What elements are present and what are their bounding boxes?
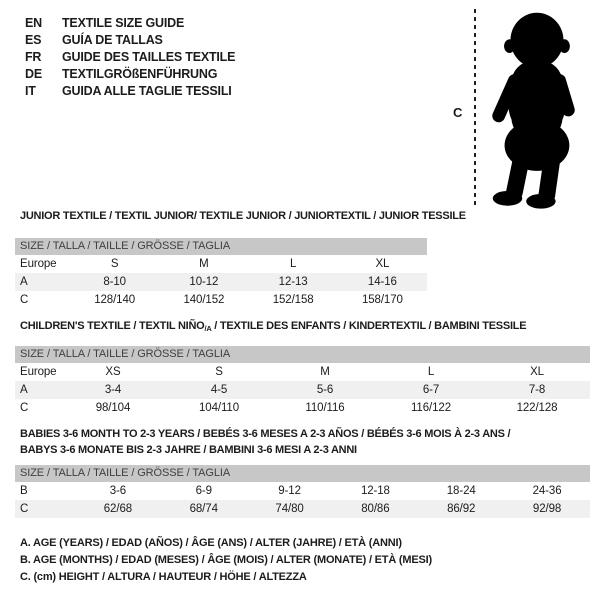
language-code: FR [25,49,42,64]
babies-size-table [15,465,590,518]
language-row [25,82,235,99]
height-value: 92/98 [532,503,562,515]
age-value: 18-24 [446,485,476,497]
language-code: IT [25,83,36,98]
junior-size-table [15,238,427,309]
row-label: B [20,485,28,497]
height-value: 104/110 [198,402,240,414]
language-title: TEXTILGRÖßENFÜHRUNG [62,66,218,81]
age-value: 14-16 [367,276,397,288]
table-row-age [15,381,590,399]
size-header-bar: SIZE / TALLA / TAILLE / GRÖSSE / TAGLIA [15,465,590,482]
footnote-c: C. (cm) HEIGHT / ALTURA / HAUTEUR / HÖHE / ALTEZZA [20,571,307,583]
size-value: L [289,258,297,270]
height-value: 116/122 [410,402,452,414]
height-measure-dashed-line [474,9,476,206]
height-value: 122/128 [516,402,558,414]
age-value: 6-7 [422,384,440,396]
language-title: GUIDE DES TAILLES TEXTILE [62,49,236,64]
age-value: 5-6 [316,384,334,396]
size-header-bar: SIZE / TALLA / TAILLE / GRÖSSE / TAGLIA [15,238,427,255]
height-value: 98/104 [95,402,131,414]
row-label: C [20,294,29,306]
table-row-age [15,273,427,291]
row-label: A [20,384,28,396]
title-part: CHILDREN'S TEXTILE / TEXTIL NIÑO [20,320,205,332]
junior-table-title: JUNIOR TEXTILE / TEXTIL JUNIOR/ TEXTILE JUNIOR / JUNIORTEXTIL / JUNIOR TESSILE [20,210,466,222]
size-header-bar: SIZE / TALLA / TAILLE / GRÖSSE / TAGLIA [15,346,590,363]
size-value: S [215,366,223,378]
size-value: XL [375,258,390,270]
language-code: DE [25,66,42,81]
row-label: C [20,503,29,515]
size-value: L [427,366,435,378]
table-row-height [15,500,590,518]
toddler-silhouette-icon [481,11,589,209]
age-value: 8-10 [103,276,126,288]
language-code: EN [25,15,42,30]
language-title: GUÍA DE TALLAS [62,32,163,47]
size-value: XL [530,366,544,378]
table-row-europe [15,363,590,381]
title-subscript: /A [204,324,212,333]
height-value: 86/92 [447,503,476,515]
age-value: 24-36 [532,485,562,497]
size-value: XS [105,366,121,378]
language-title: GUIDA ALLE TAGLIE TESSILI [62,83,232,98]
table-row-age-months [15,482,590,500]
footnote-b: B. AGE (MONTHS) / EDAD (MESES) / ÂGE (MOIS) / ALTER (MONATE) / ETÀ (MESI) [20,554,432,566]
age-value: 12-18 [360,485,390,497]
language-row [25,14,235,31]
language-title-list [25,14,235,99]
language-title: TEXTILE SIZE GUIDE [62,15,185,30]
babies-title-line-1: BABIES 3-6 MONTH TO 2-3 YEARS / BEBÉS 3-6 MESES A 2-3 AÑOS / BÉBÉS 3-6 MOIS À 2-3 ANS / [20,428,511,440]
language-row [25,65,235,82]
language-row [25,31,235,48]
age-value: 4-5 [210,384,228,396]
age-value: 3-4 [104,384,122,396]
childrens-table-title [20,320,526,333]
age-value: 9-12 [278,485,301,497]
age-value: 3-6 [109,485,127,497]
size-value: S [110,258,119,270]
table-row-height [15,291,427,309]
height-value: 62/68 [103,503,133,515]
age-value: 6-9 [195,485,212,497]
age-value: 7-8 [528,384,546,396]
height-value: 128/140 [94,294,136,306]
table-row-europe [15,255,427,273]
size-value: M [199,258,209,270]
height-value: 74/80 [275,503,304,515]
height-value: 158/170 [361,294,403,306]
babies-title-line-2: BABYS 3-6 MONATE BIS 2-3 JAHRE / BAMBINI 3-6 MESI A 2-3 ANNI [20,444,357,456]
height-value: 68/74 [189,503,218,515]
row-label: A [20,276,28,288]
language-row [25,48,235,65]
height-value: 140/152 [183,294,225,306]
language-code: ES [25,32,42,47]
height-value: 110/116 [305,402,345,414]
footnote-legend [20,535,432,586]
title-part: / TEXTILE DES ENFANTS / KINDERTEXTIL / BAMBINI TESSILE [211,320,527,332]
age-value: 10-12 [189,276,219,288]
row-label: C [20,402,29,414]
table-row-height [15,399,590,417]
footnote-a: A. AGE (YEARS) / EDAD (AÑOS) / ÂGE (ANS) / ALTER (JAHRE) / ETÀ (ANNI) [20,537,402,549]
age-value: 12-13 [278,276,308,288]
size-value: M [320,366,330,378]
row-label: Europe [20,366,57,378]
row-label: Europe [20,258,57,270]
height-value: 80/86 [361,503,390,515]
babies-table-title [20,426,590,458]
height-value: 152/158 [272,294,314,306]
childrens-size-table [15,346,590,417]
height-measure-label: C [453,105,463,120]
